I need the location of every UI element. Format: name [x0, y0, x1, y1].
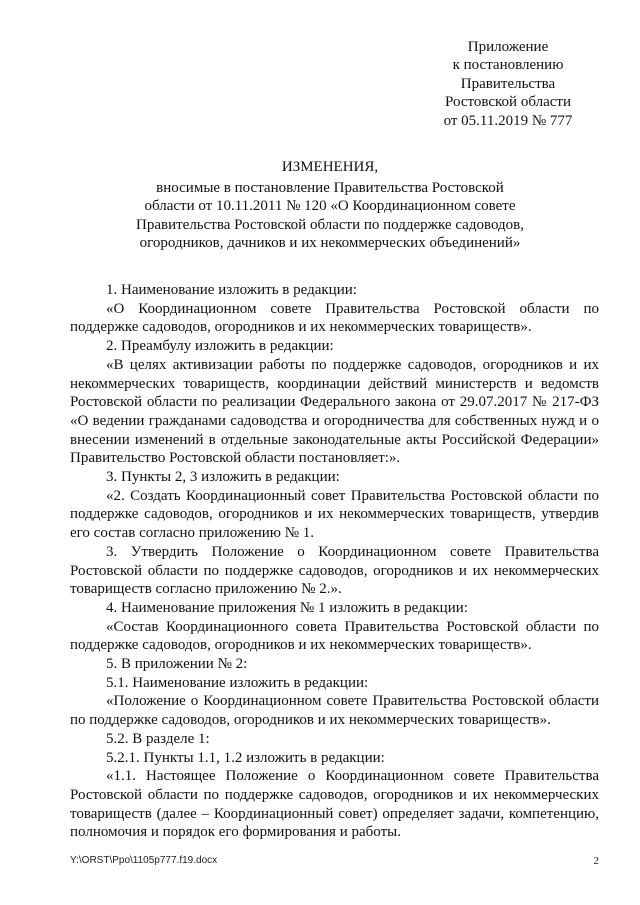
- paragraph: 2. Преамбулу изложить в редакции:: [106, 338, 334, 355]
- paragraph: «Состав Координационного совета Правительства Ростовской области по поддержке садоводов, огородников и их некоммерческих товариществ».: [70, 618, 599, 654]
- paragraph: «О Координационном совете Правительства Ростовской области по поддержке садоводов, огородников и их некоммерческих товариществ».: [70, 300, 599, 336]
- title-line: области от 10.11.2011 № 120 «О Координационном совете: [144, 198, 516, 215]
- paragraph: «В целях активизации работы по поддержке садоводов, огородников и их некоммерческих товариществ, координации действий министерств и ведомств Ростовской области по реализации Федерального закона от 29.07.2017 № 217-ФЗ «О ведении гражданами садоводства и огородничества для собственных нужд и о внесении изменений в отдельные законодательные акты Российской Федерации» Правительство Ростовской области постановляет:».: [70, 356, 599, 467]
- document-title: [70, 158, 590, 253]
- page-number: 2: [593, 855, 599, 867]
- appendix-line: Правительства: [460, 75, 556, 92]
- document-body: [70, 281, 599, 842]
- paragraph: «2. Создать Координационный совет Правительства Ростовской области по поддержке садоводов, огородников и их некоммерческих товариществ, утвердив его состав согласно приложению № 1.: [70, 487, 599, 542]
- title-line: вносимые в постановление Правительства Ростовской: [156, 179, 504, 196]
- file-path: Y:\ORST\Ppo\1105p777.f19.docx: [70, 855, 218, 866]
- appendix-header: [418, 38, 598, 130]
- paragraph: 5.2.1. Пункты 1.1, 1.2 изложить в редакции:: [106, 749, 385, 766]
- appendix-line: от 05.11.2019 № 777: [443, 112, 573, 129]
- appendix-line: к постановлению: [452, 57, 564, 74]
- paragraph: «1.1. Настоящее Положение о Координационном совете Правительства Ростовской области по поддержке садоводов, огородников и их некоммерческих товариществ (далее – Координационный совет) определяет задачи, компетенцию, полномочия и порядок его формирования и работы.: [70, 768, 599, 841]
- title-heading: ИЗМЕНЕНИЯ,: [281, 159, 379, 175]
- paragraph: 4. Наименование приложения № 1 изложить в редакции:: [106, 599, 468, 616]
- paragraph: 1. Наименование изложить в редакции:: [106, 282, 357, 298]
- paragraph: 5.2. В разделе 1:: [106, 730, 210, 747]
- title-line: огородников, дачников и их некоммерческих объединений»: [139, 235, 521, 252]
- paragraph: 5.1. Наименование изложить в редакции:: [106, 674, 369, 691]
- paragraph: 3. Пункты 2, 3 изложить в редакции:: [106, 469, 340, 486]
- appendix-line: Ростовской области: [445, 94, 571, 111]
- appendix-line: Приложение: [467, 39, 549, 55]
- paragraph: «Положение о Координационном совете Правительства Ростовской области по поддержке садоводов, огородников и их некоммерческих товариществ».: [70, 693, 599, 729]
- title-line: Правительства Ростовской области по поддержке садоводов,: [136, 216, 524, 233]
- paragraph: 5. В приложении № 2:: [106, 656, 248, 673]
- paragraph: 3. Утвердить Положение о Координационном совете Правительства Ростовской области по поддержке садоводов, огородников и их некоммерческих товариществ согласно приложению № 2.».: [70, 543, 599, 598]
